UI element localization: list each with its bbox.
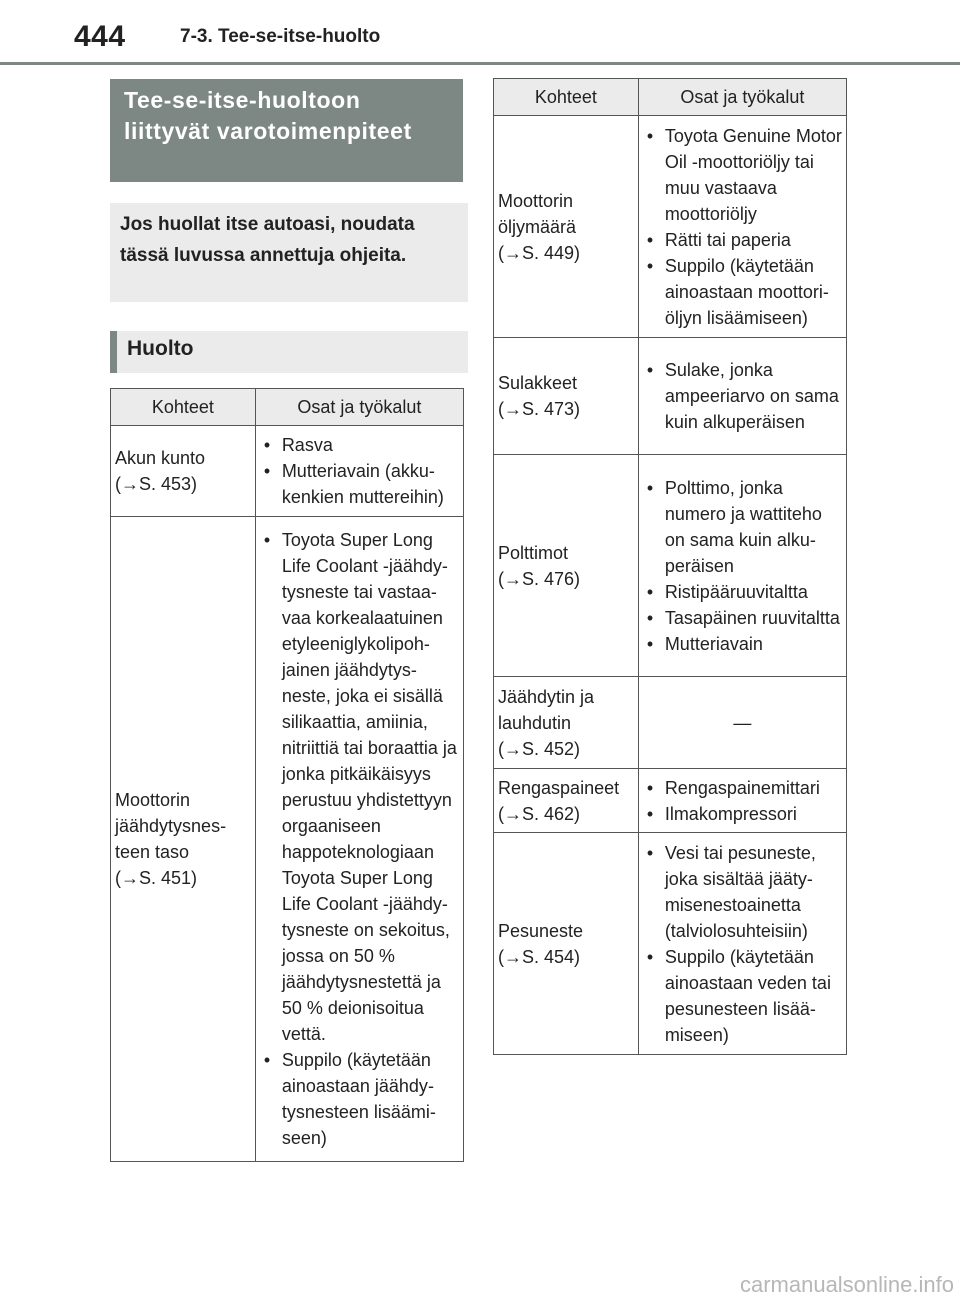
maintenance-table-right [493, 78, 847, 1055]
item-cell [494, 116, 639, 338]
tool-item: • Rätti tai paperia [643, 227, 842, 253]
table-row [494, 338, 847, 455]
tools-cell [638, 116, 846, 338]
tools-cell [255, 426, 463, 517]
section-title: Tee-se-itse-huoltoon liittyvät varotoimenpiteet [110, 79, 463, 182]
tool-item: • Ristipääruuvitaltta [643, 579, 842, 605]
item-ref: (→S. 452) [498, 738, 581, 759]
item-label: Sulakkeet [498, 373, 578, 393]
item-ref: (→S. 451) [115, 868, 198, 888]
tool-item: • Toyota Genuine Motor Oil -moottoriöljy tai muu vastaava moottoriöljy [643, 123, 842, 227]
tool-item: • Rasva [260, 432, 459, 458]
header-kohteet: Kohteet [111, 389, 256, 426]
table-row [494, 769, 847, 833]
no-tools-dash: — [733, 712, 752, 733]
page-number: 444 [74, 20, 126, 53]
tools-cell [638, 833, 846, 1055]
tool-item: • Vesi tai pesuneste, joka sisältää jäätymisenestoainetta (talviolosuhteisiin) [643, 840, 842, 944]
tools-cell [638, 338, 846, 455]
chapter-title: 7-3. Tee-se-itse-huolto [180, 26, 381, 47]
header-osat: Osat ja työkalut [638, 79, 846, 116]
item-label: Rengaspaineet [498, 777, 620, 798]
item-label: Moottorin jäähdytysnesteen taso [115, 790, 227, 862]
tools-cell [638, 455, 846, 677]
item-label: Pesuneste [498, 920, 584, 941]
tool-item: • Suppilo (käytetään ainoastaan jäähdytysnesteen lisäämiseen) [260, 1047, 459, 1151]
item-ref: (→S. 449) [498, 242, 581, 263]
item-cell [494, 769, 639, 833]
table-header-row [494, 79, 847, 116]
header-divider [0, 62, 960, 65]
item-cell [494, 455, 639, 677]
item-ref: (→S. 454) [498, 946, 581, 967]
tool-item: • Sulake, jonka ampeeriarvo on sama kuin alkuperäisen [643, 357, 842, 435]
table-row [111, 517, 464, 1162]
table-row [494, 833, 847, 1055]
maintenance-table-left [110, 388, 464, 1162]
item-cell [494, 677, 639, 769]
item-label: Polttimot [498, 542, 569, 563]
tool-item: • Polttimo, jonka numero ja wattiteho on sama kuin alkuperäisen [643, 475, 842, 579]
item-ref: (→S. 473) [498, 399, 581, 419]
table-row [494, 677, 847, 769]
tools-cell [638, 677, 846, 769]
table-row [494, 116, 847, 338]
tool-item: • Mutteriavain (akkukenkien muttereihin) [260, 458, 459, 510]
tool-item: • Suppilo (käytetään ainoastaan veden tai pesunesteen lisäämiseen) [643, 944, 842, 1048]
item-label: Akun kunto [115, 448, 206, 468]
tool-item: • Rengaspainemittari [643, 775, 842, 801]
item-cell [111, 517, 256, 1162]
item-label: Jäähdytin ja lauhdutin [498, 686, 595, 733]
header-osat: Osat ja työkalut [255, 389, 463, 426]
tool-item: • Suppilo (käytetään ainoastaan moottoriöljyn lisäämiseen) [643, 253, 842, 331]
intro-text: Jos huollat itse autoasi, noudata tässä luvussa annettuja ohjeita. [110, 203, 468, 302]
item-cell [494, 338, 639, 455]
item-ref: (→S. 462) [498, 803, 581, 824]
table-header-row [111, 389, 464, 426]
tool-item: • Mutteriavain [643, 631, 842, 657]
item-ref: (→S. 453) [115, 474, 198, 494]
item-cell [494, 833, 639, 1055]
item-ref: (→S. 476) [498, 568, 581, 589]
tool-item: • Toyota Super Long Life Coolant -jäähdytysneste tai vastaavaa korkealaatuinen etyleeniglykolipohjainen jäähdytysneste, joka ei sisällä silikaattia, amiinia, nitriittiä tai boraattia ja jonka pitkäikäisyys perustuu yhdistettyyn orgaaniseen happoteknologiaan Toyota Super Long Life Coolant -jäähdytysneste on sekoitus, jossa on 50 % jäähdytysnestettä ja 50 % deionisoitua vettä. [260, 527, 459, 1047]
tool-item: • Ilmakompressori [643, 801, 842, 827]
item-label: Moottorin öljymäärä [498, 190, 577, 237]
table-row [494, 455, 847, 677]
watermark: carmanualsonline.info [739, 1272, 954, 1297]
subheading-huolto: Huolto [110, 331, 468, 373]
tools-cell [638, 769, 846, 833]
tool-item: • Tasapäinen ruuvitaltta [643, 605, 842, 631]
table-row [111, 426, 464, 517]
header-kohteet: Kohteet [494, 79, 639, 116]
item-cell [111, 426, 256, 517]
tools-cell [255, 517, 463, 1162]
